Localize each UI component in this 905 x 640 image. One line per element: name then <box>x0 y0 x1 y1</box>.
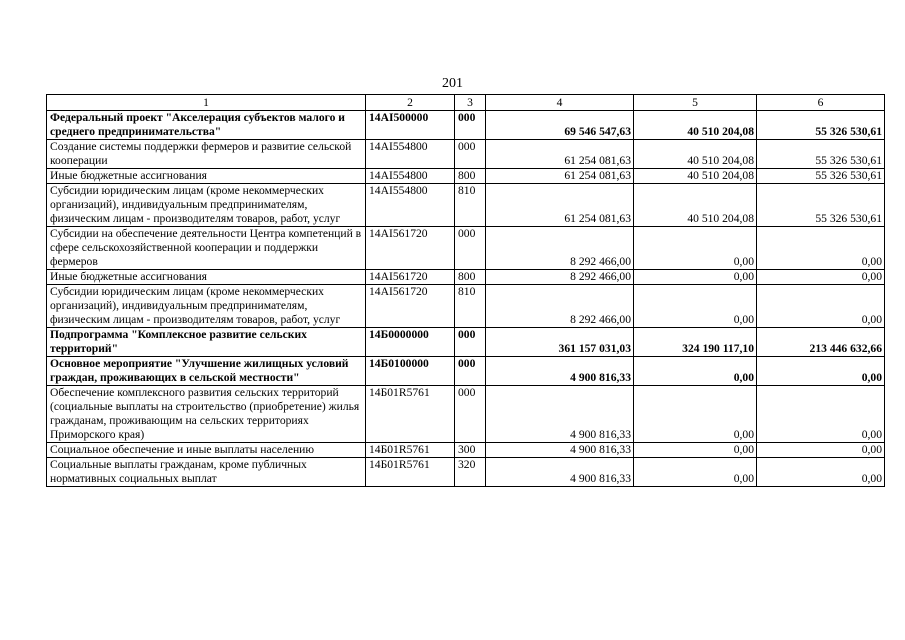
amount-cell: 8 292 466,00 <box>486 285 634 328</box>
amount-cell: 8 292 466,00 <box>486 270 634 285</box>
target-code-cell: 14AI554800 <box>366 184 455 227</box>
amount-cell: 324 190 117,10 <box>634 328 757 357</box>
table-row <box>47 140 885 169</box>
amount-cell: 0,00 <box>757 227 885 270</box>
table-row <box>47 184 885 227</box>
table-row <box>47 443 885 458</box>
amount-cell: 0,00 <box>634 227 757 270</box>
expense-name-cell: Субсидии юридическим лицам (кроме некоммерческих организаций), индивидуальным предпринимателям, физическим лицам - производителям товаров, работ, услуг <box>47 285 366 328</box>
target-code-cell: 14Б01R5761 <box>366 386 455 443</box>
expense-name-cell: Обеспечение комплексного развития сельских территорий (социальные выплаты на строительство (приобретение) жилья гражданам, проживающим на сельских территориях Приморского края) <box>47 386 366 443</box>
amount-cell: 55 326 530,61 <box>757 169 885 184</box>
amount-cell: 40 510 204,08 <box>634 169 757 184</box>
amount-cell: 40 510 204,08 <box>634 111 757 140</box>
target-code-cell: 14AI500000 <box>366 111 455 140</box>
amount-cell: 40 510 204,08 <box>634 184 757 227</box>
expense-kind-cell: 810 <box>455 184 486 227</box>
target-code-cell: 14AI554800 <box>366 169 455 184</box>
table-row <box>47 111 885 140</box>
target-code-cell: 14AI554800 <box>366 140 455 169</box>
expense-name-cell: Основное мероприятие "Улучшение жилищных условий граждан, проживающих в сельской местности" <box>47 357 366 386</box>
expense-kind-cell: 000 <box>455 140 486 169</box>
amount-cell: 0,00 <box>634 386 757 443</box>
amount-cell: 0,00 <box>757 386 885 443</box>
amount-cell: 0,00 <box>757 357 885 386</box>
target-code-cell: 14Б01R5761 <box>366 458 455 487</box>
amount-cell: 40 510 204,08 <box>634 140 757 169</box>
budget-table <box>46 94 885 487</box>
target-code-cell: 14AI561720 <box>366 270 455 285</box>
column-number: 3 <box>455 95 486 111</box>
target-code-cell: 14Б0000000 <box>366 328 455 357</box>
amount-cell: 61 254 081,63 <box>486 184 634 227</box>
expense-kind-cell: 000 <box>455 328 486 357</box>
amount-cell: 4 900 816,33 <box>486 443 634 458</box>
amount-cell: 61 254 081,63 <box>486 140 634 169</box>
amount-cell: 0,00 <box>634 285 757 328</box>
expense-name-cell: Социальное обеспечение и иные выплаты населению <box>47 443 366 458</box>
amount-cell: 361 157 031,03 <box>486 328 634 357</box>
amount-cell: 0,00 <box>757 285 885 328</box>
amount-cell: 0,00 <box>634 458 757 487</box>
expense-name-cell: Социальные выплаты гражданам, кроме публичных нормативных социальных выплат <box>47 458 366 487</box>
amount-cell: 4 900 816,33 <box>486 357 634 386</box>
table-row <box>47 227 885 270</box>
amount-cell: 55 326 530,61 <box>757 140 885 169</box>
amount-cell: 55 326 530,61 <box>757 111 885 140</box>
page-number: 201 <box>442 76 463 91</box>
expense-name-cell: Создание системы поддержки фермеров и развитие сельской кооперации <box>47 140 366 169</box>
table-row <box>47 270 885 285</box>
target-code-cell: 14AI561720 <box>366 285 455 328</box>
expense-kind-cell: 800 <box>455 169 486 184</box>
expense-kind-cell: 810 <box>455 285 486 328</box>
amount-cell: 55 326 530,61 <box>757 184 885 227</box>
column-number: 5 <box>634 95 757 111</box>
column-number-row <box>47 95 885 111</box>
amount-cell: 0,00 <box>634 270 757 285</box>
table-row <box>47 285 885 328</box>
target-code-cell: 14Б0100000 <box>366 357 455 386</box>
amount-cell: 4 900 816,33 <box>486 458 634 487</box>
table-row <box>47 386 885 443</box>
amount-cell: 0,00 <box>757 270 885 285</box>
amount-cell: 69 546 547,63 <box>486 111 634 140</box>
amount-cell: 0,00 <box>634 357 757 386</box>
table-row <box>47 169 885 184</box>
expense-kind-cell: 800 <box>455 270 486 285</box>
column-number: 4 <box>486 95 634 111</box>
expense-kind-cell: 300 <box>455 443 486 458</box>
amount-cell: 8 292 466,00 <box>486 227 634 270</box>
expense-kind-cell: 000 <box>455 111 486 140</box>
target-code-cell: 14AI561720 <box>366 227 455 270</box>
amount-cell: 0,00 <box>757 443 885 458</box>
table-row <box>47 328 885 357</box>
budget-table-body <box>47 95 885 487</box>
expense-name-cell: Иные бюджетные ассигнования <box>47 270 366 285</box>
expense-kind-cell: 000 <box>455 227 486 270</box>
table-row <box>47 458 885 487</box>
expense-name-cell: Субсидии на обеспечение деятельности Центра компетенций в сфере сельскохозяйственной кооперации и поддержки фермеров <box>47 227 366 270</box>
expense-name-cell: Федеральный проект "Акселерация субъектов малого и среднего предпринимательства" <box>47 111 366 140</box>
amount-cell: 4 900 816,33 <box>486 386 634 443</box>
table-row <box>47 357 885 386</box>
expense-kind-cell: 000 <box>455 386 486 443</box>
amount-cell: 0,00 <box>757 458 885 487</box>
column-number: 6 <box>757 95 885 111</box>
target-code-cell: 14Б01R5761 <box>366 443 455 458</box>
column-number: 2 <box>366 95 455 111</box>
amount-cell: 0,00 <box>634 443 757 458</box>
column-number: 1 <box>47 95 366 111</box>
expense-kind-cell: 320 <box>455 458 486 487</box>
amount-cell: 213 446 632,66 <box>757 328 885 357</box>
expense-name-cell: Иные бюджетные ассигнования <box>47 169 366 184</box>
expense-name-cell: Подпрограмма "Комплексное развитие сельских территорий" <box>47 328 366 357</box>
expense-kind-cell: 000 <box>455 357 486 386</box>
expense-name-cell: Субсидии юридическим лицам (кроме некоммерческих организаций), индивидуальным предпринимателям, физическим лицам - производителям товаров, работ, услуг <box>47 184 366 227</box>
amount-cell: 61 254 081,63 <box>486 169 634 184</box>
